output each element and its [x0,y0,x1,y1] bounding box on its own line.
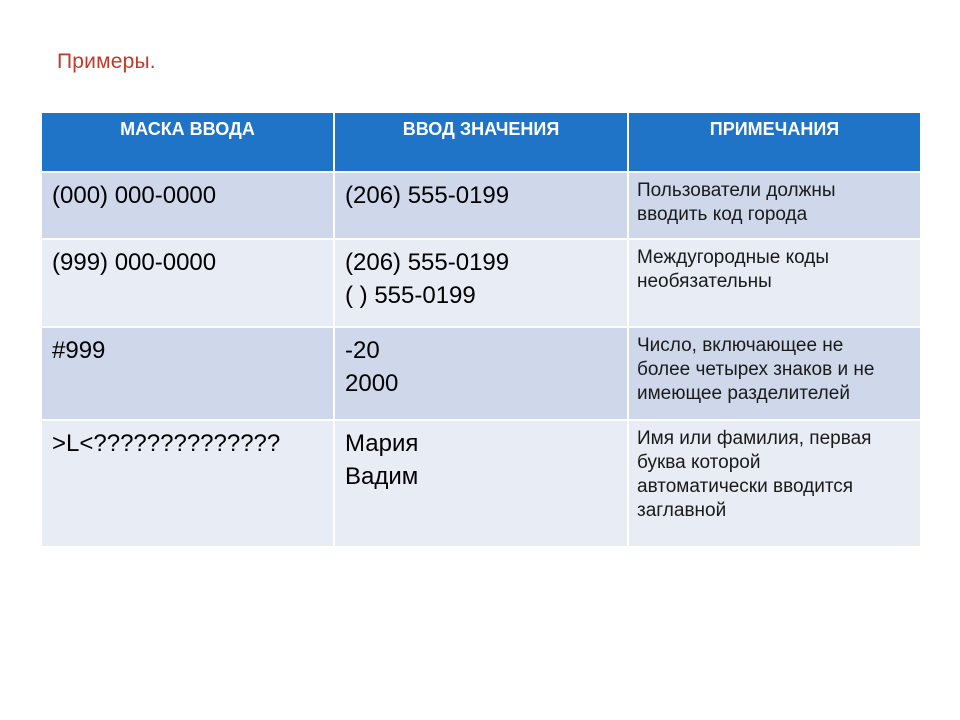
note-line: Междугородные коды [637,247,829,268]
header-input-mask: МАСКА ВВОДА [41,112,334,172]
mask-cell: >L<?????????????? [41,420,334,547]
table-row [41,239,921,327]
table-header-row [41,112,921,172]
page-title: Примеры. [57,50,156,73]
value-cell [334,327,628,420]
value-cell [334,172,628,239]
value-line: Мария [345,430,419,457]
value-line: ( ) 555-0199 [345,282,476,309]
table-row [41,420,921,547]
mask-cell: #999 [41,327,334,420]
note-cell [628,239,921,327]
value-line: 2000 [345,370,399,397]
table-row [41,172,921,239]
table-row [41,327,921,420]
note-line: заглавной [637,500,727,521]
header-entered-value: ВВОД ЗНАЧЕНИЯ [334,112,628,172]
value-line: (206) 555-0199 [345,249,510,276]
input-mask-examples-table [40,111,922,548]
note-line: необязательны [637,271,772,292]
note-line: имеющее разделителей [637,383,850,404]
value-cell [334,239,628,327]
value-line: (206) 555-0199 [345,182,510,209]
note-cell [628,327,921,420]
value-line: Вадим [345,463,419,490]
header-notes: ПРИМЕЧАНИЯ [628,112,921,172]
note-line: буква которой [637,452,761,473]
note-line: более четырех знаков и не [637,359,875,380]
mask-cell: (000) 000-0000 [41,172,334,239]
note-line: автоматически вводится [637,476,854,497]
value-cell [334,420,628,547]
note-line: Число, включающее не [637,335,844,356]
value-line: -20 [345,337,380,364]
mask-cell: (999) 000-0000 [41,239,334,327]
note-cell [628,420,921,547]
note-cell [628,172,921,239]
note-line: вводить код города [637,204,808,225]
note-line: Имя или фамилия, первая [637,428,872,449]
note-line: Пользователи должны [637,180,836,201]
